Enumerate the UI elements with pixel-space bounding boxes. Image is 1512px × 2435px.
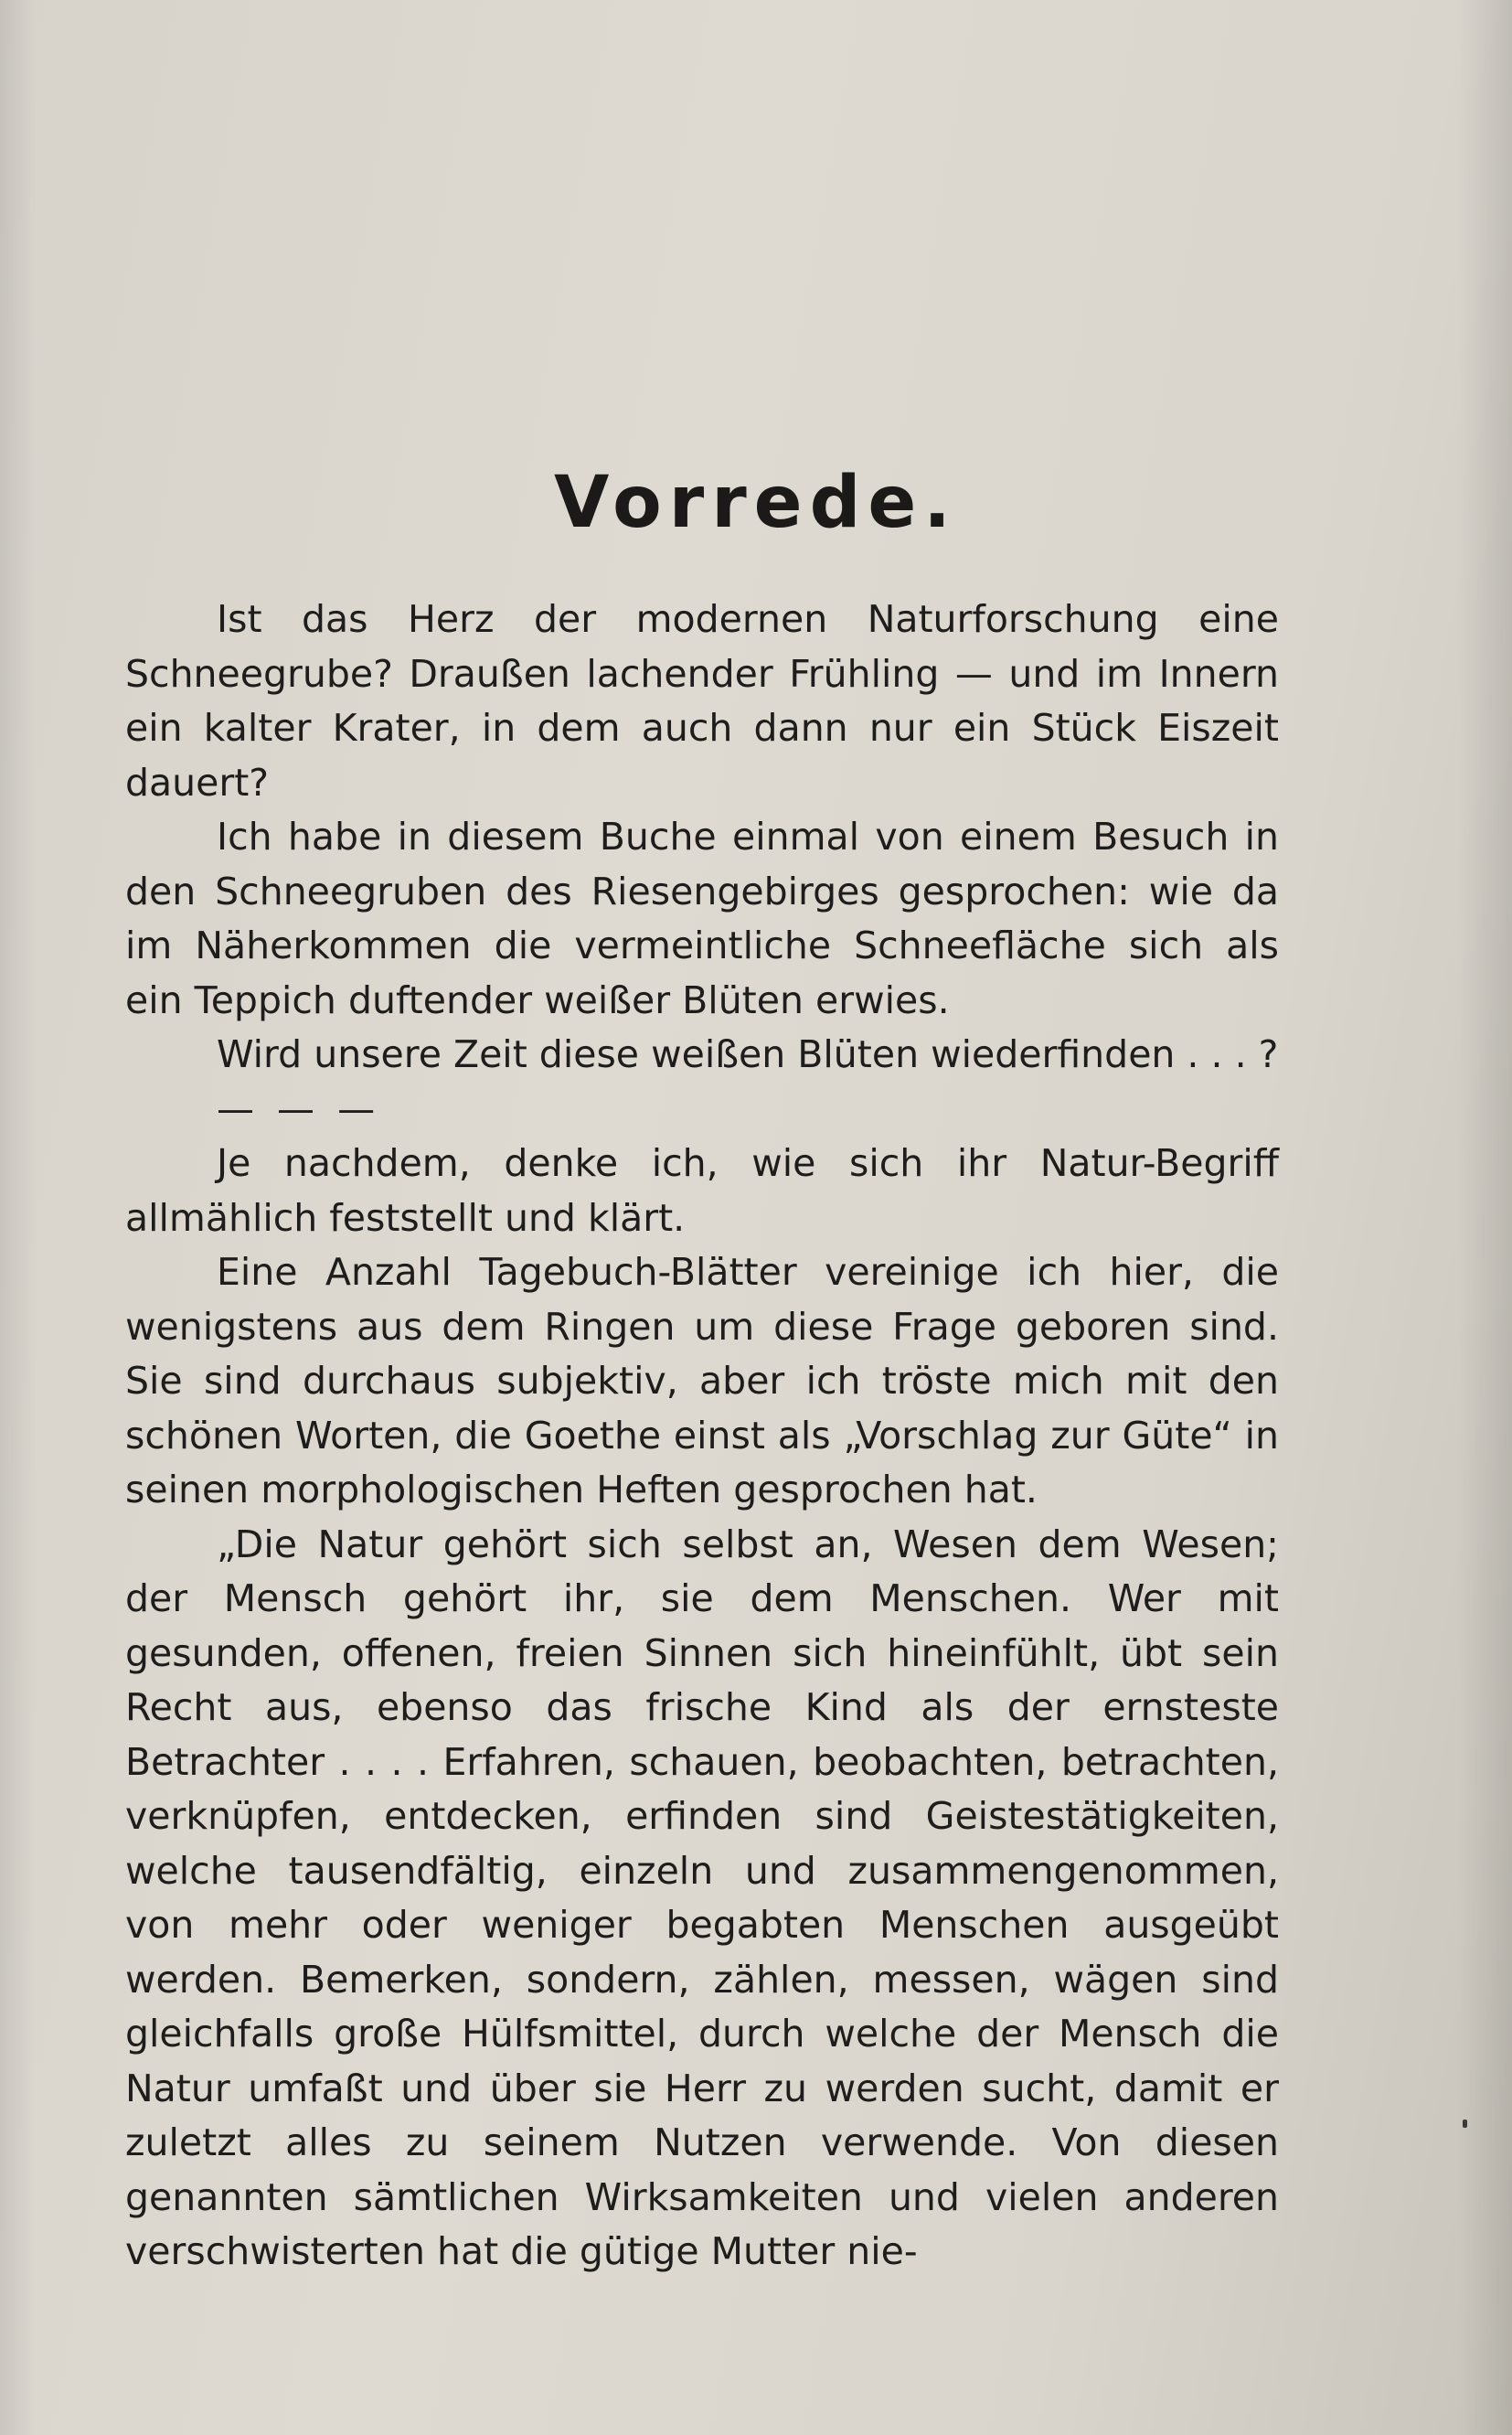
- page-edge-shadow: [1457, 0, 1512, 2435]
- page-gutter-shadow: [0, 0, 37, 2435]
- paragraph: Ist das Herz der modernen Naturforschung eine Schneegrube? Draußen lachender Frühling — und im Innern ein kalter Krater, in dem auch dann nur ein Stück Eiszeit dauert?: [125, 597, 1279, 805]
- paragraph: Wird unsere Zeit diese weißen Blüten wiederfinden . . . ?: [217, 1032, 1279, 1076]
- paragraph: Je nachdem, denke ich, wie sich ihr Natur-Begriff allmählich feststellt und klärt.: [125, 1141, 1279, 1240]
- page-title: Vorrede.: [554, 462, 958, 544]
- print-speck: [1463, 2120, 1467, 2128]
- section-dashes: — — —: [217, 1086, 381, 1131]
- body-text: [125, 593, 1279, 2280]
- paragraph: „Die Natur gehört sich selbst an, Wesen dem Wesen; der Mensch gehört ihr, sie dem Menschen. Wer mit gesunden, offenen, freien Sinnen sich hineinfühlt, übt sein Recht aus, ebenso das frische Kind als der ernsteste Betrachter . . . . Erfahren, schauen, beobachten, betrachten, verknüpfen, entdecken, erfinden sind Geistestätigkeiten, welche tausendfältig, einzeln und zusammengenommen, von mehr oder weniger begabten Menschen ausgeübt werden. Bemerken, sondern, zählen, messen, wägen sind gleichfalls große Hülfsmittel, durch welche der Mensch die Natur umfaßt und über sie Herr zu werden sucht, damit er zuletzt alles zu seinem Nutzen verwende. Von diesen genannten sämtlichen Wirksamkeiten und vielen anderen verschwisterten hat die gütige Mutter nie-: [125, 1522, 1279, 2273]
- paragraph: Eine Anzahl Tagebuch-Blätter vereinige ich hier, die wenigstens aus dem Ringen um diese Frage geboren sind. Sie sind durchaus subjektiv, aber ich tröste mich mit den schönen Worten, die Goethe einst als „Vorschlag zur Güte“ in seinen morphologischen Heften gesprochen hat.: [125, 1250, 1279, 1511]
- paragraph: Ich habe in diesem Buche einmal von einem Besuch in den Schneegruben des Riesengebirges gesprochen: wie da im Näherkommen die vermeintliche Schneefläche sich als ein Teppich duftender weißer Blüten erwies.: [125, 815, 1279, 1022]
